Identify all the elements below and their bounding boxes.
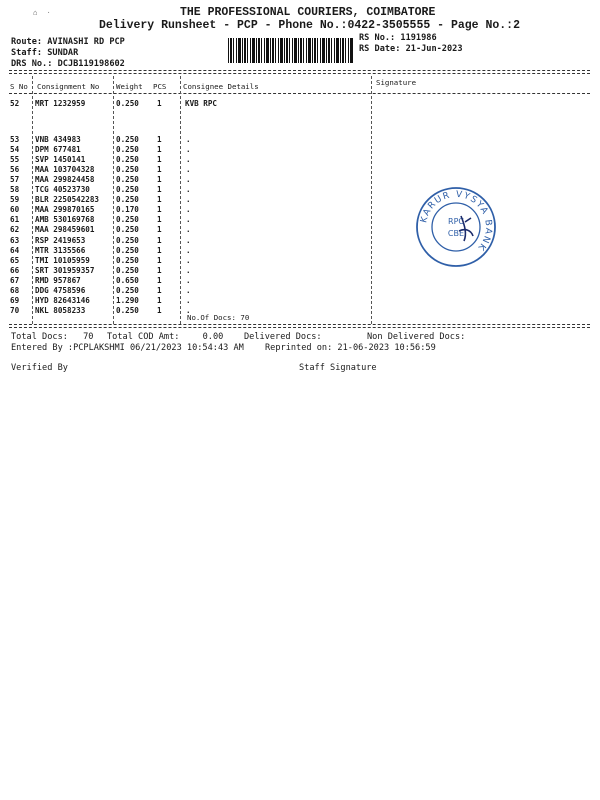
cell-consignee: . bbox=[186, 195, 191, 205]
table-row bbox=[0, 246, 600, 256]
header-bottom-rule bbox=[9, 93, 590, 94]
cell-weight: 0.250 bbox=[116, 285, 139, 295]
route-line bbox=[11, 37, 125, 47]
cell-pcs: 1 bbox=[157, 165, 162, 175]
col-header-signature: Signature bbox=[376, 78, 417, 87]
verified-by: Verified By bbox=[11, 363, 68, 373]
cell-pcs: 1 bbox=[157, 245, 162, 255]
table-row bbox=[0, 306, 600, 316]
cell-pcs: 1 bbox=[157, 175, 162, 185]
staff-label: Staff: bbox=[11, 48, 43, 58]
rs-date-line bbox=[359, 44, 463, 54]
cell-pcs: 1 bbox=[157, 135, 162, 144]
cell-consignee: . bbox=[186, 295, 191, 305]
table-row bbox=[0, 155, 600, 165]
table-row bbox=[0, 276, 600, 286]
staff-line bbox=[11, 48, 78, 58]
company-title: THE PROFESSIONAL COURIERS, COIMBATORE bbox=[180, 6, 436, 19]
col-header-consignment: Consignment No bbox=[37, 82, 100, 91]
route-label: Route: bbox=[11, 37, 43, 47]
cell-consignment: RMD 957867 bbox=[35, 275, 81, 285]
cell-sno: 60 bbox=[10, 205, 20, 215]
cell-sno: 55 bbox=[10, 155, 20, 165]
cell-sno: 64 bbox=[10, 245, 20, 255]
rs-date-value: 21-Jun-2023 bbox=[405, 44, 463, 54]
total-cod-value: 0.00 bbox=[202, 332, 224, 342]
drs-label: DRS No.: bbox=[11, 59, 53, 69]
cell-consignment: MAA 298459601 bbox=[35, 225, 95, 235]
cell-sno: 57 bbox=[10, 175, 20, 185]
col-header-weight: Weight bbox=[116, 82, 143, 91]
cell-consignee: . bbox=[186, 265, 191, 275]
drs-line bbox=[11, 59, 125, 69]
table-row bbox=[0, 165, 600, 175]
rs-date-label: RS Date: bbox=[359, 44, 401, 54]
cell-sno: 69 bbox=[10, 295, 20, 305]
cell-weight: 0.250 bbox=[116, 215, 139, 225]
cell-weight: 0.250 bbox=[116, 99, 139, 108]
total-docs bbox=[11, 332, 93, 342]
cell-consignee: . bbox=[186, 245, 191, 255]
cell-consignment: SVP 1450141 bbox=[35, 155, 86, 165]
cell-weight: 0.250 bbox=[116, 145, 139, 155]
stamp-ring-text: KARUR VYSYA BANK bbox=[419, 189, 494, 253]
table-row bbox=[0, 215, 600, 225]
route-value: AVINASHI RD PCP bbox=[47, 37, 125, 47]
cell-consignment: HYD 82643146 bbox=[35, 295, 90, 305]
table-row bbox=[0, 286, 600, 296]
cell-weight: 0.250 bbox=[116, 305, 139, 315]
table-row bbox=[0, 225, 600, 235]
cell-pcs: 1 bbox=[157, 185, 162, 195]
cell-consignee: . bbox=[186, 235, 191, 245]
cell-sno: 70 bbox=[10, 305, 20, 315]
cell-consignee: . bbox=[186, 155, 191, 165]
cell-sno: 62 bbox=[10, 225, 20, 235]
drs-value: DCJB119198602 bbox=[57, 59, 125, 69]
cell-weight: 0.250 bbox=[116, 155, 139, 165]
table-row bbox=[0, 205, 600, 215]
entered-by: Entered By :PCPLAKSHMI 06/21/2023 10:54:43 AM bbox=[11, 343, 244, 353]
cell-pcs: 1 bbox=[157, 145, 162, 155]
table-top-rule bbox=[9, 70, 590, 71]
cell-consignment: MTR 3135566 bbox=[35, 245, 86, 255]
cell-consignment: SRT 301959357 bbox=[35, 265, 95, 275]
cell-consignee: . bbox=[186, 255, 191, 265]
table-row bbox=[0, 175, 600, 185]
cell-pcs: 1 bbox=[157, 215, 162, 225]
cell-sno: 58 bbox=[10, 185, 20, 195]
table-row bbox=[0, 145, 600, 155]
cell-weight: 0.250 bbox=[116, 165, 139, 175]
cell-consignment: AMB 530169768 bbox=[35, 215, 95, 225]
col-header-sno: S No bbox=[10, 82, 28, 91]
cell-consignee: . bbox=[186, 215, 191, 225]
barcode bbox=[228, 38, 353, 63]
cell-consignee: . bbox=[186, 285, 191, 295]
cell-pcs: 1 bbox=[157, 295, 162, 305]
no-of-docs: No.Of Docs: 70 bbox=[187, 313, 250, 322]
staff-signature: Staff Signature bbox=[299, 363, 377, 373]
cell-pcs: 1 bbox=[157, 195, 162, 205]
rs-no-label: RS No.: bbox=[359, 33, 396, 43]
cell-consignee: . bbox=[186, 135, 191, 144]
cell-consignment: MAA 103704328 bbox=[35, 165, 95, 175]
cell-consignment: MAA 299824458 bbox=[35, 175, 95, 185]
delivered-docs: Delivered Docs: bbox=[244, 332, 322, 342]
cell-consignment: MRT 1232959 bbox=[35, 99, 86, 108]
stamp-inner-ring bbox=[432, 203, 480, 251]
col-header-pcs: PCS bbox=[153, 82, 167, 91]
cell-pcs: 1 bbox=[157, 255, 162, 265]
cell-weight: 1.290 bbox=[116, 295, 139, 305]
cell-pcs: 1 bbox=[157, 205, 162, 215]
cell-pcs: 1 bbox=[157, 225, 162, 235]
cell-consignment: TMI 10105959 bbox=[35, 255, 90, 265]
cell-weight: 0.250 bbox=[116, 235, 139, 245]
cell-weight: 0.250 bbox=[116, 255, 139, 265]
cell-consignment: TCG 40523730 bbox=[35, 185, 90, 195]
cell-weight: 0.250 bbox=[116, 265, 139, 275]
table-row bbox=[0, 99, 600, 109]
cell-consignment: DPM 677481 bbox=[35, 145, 81, 155]
stamp-center-bottom: CBE bbox=[447, 229, 465, 238]
cell-sno: 52 bbox=[10, 99, 20, 108]
table-row bbox=[0, 135, 600, 145]
cell-weight: 0.250 bbox=[116, 245, 139, 255]
cell-consignee: . bbox=[186, 175, 191, 185]
bank-stamp bbox=[415, 186, 497, 268]
corner-mark: ⌂ · bbox=[33, 8, 51, 17]
reprinted-on: Reprinted on: 21-06-2023 10:56:59 bbox=[265, 343, 436, 353]
cell-consignee: . bbox=[186, 145, 191, 155]
cell-consignment: DDG 4758596 bbox=[35, 285, 86, 295]
cell-pcs: 1 bbox=[157, 155, 162, 165]
table-row bbox=[0, 185, 600, 195]
footer-top-rule-2 bbox=[9, 327, 590, 328]
cell-sno: 59 bbox=[10, 195, 20, 205]
cell-weight: 0.250 bbox=[116, 225, 139, 235]
cell-sno: 67 bbox=[10, 275, 20, 285]
cell-consignee: . bbox=[186, 165, 191, 175]
cell-weight: 0.170 bbox=[116, 205, 139, 215]
table-row bbox=[0, 266, 600, 276]
cell-weight: 0.250 bbox=[116, 195, 139, 205]
cell-pcs: 1 bbox=[157, 235, 162, 245]
table-row bbox=[0, 195, 600, 205]
cell-consignee: . bbox=[186, 205, 191, 215]
cell-pcs: 1 bbox=[157, 305, 162, 315]
cell-consignee: . bbox=[186, 275, 191, 285]
table-row bbox=[0, 256, 600, 266]
cell-consignee: . bbox=[186, 305, 191, 315]
rs-no-value: 1191986 bbox=[400, 33, 437, 43]
total-docs-label: Total Docs: bbox=[11, 332, 68, 342]
cell-sno: 66 bbox=[10, 265, 20, 275]
cell-consignment: RSP 2419653 bbox=[35, 235, 86, 245]
total-cod-label: Total COD Amt: bbox=[107, 332, 180, 342]
stamp-center-top: RPC bbox=[448, 217, 464, 226]
cell-sno: 65 bbox=[10, 255, 20, 265]
rs-no-line bbox=[359, 33, 437, 43]
cell-pcs: 1 bbox=[157, 99, 162, 108]
cell-weight: 0.250 bbox=[116, 175, 139, 185]
cell-sno: 61 bbox=[10, 215, 20, 225]
total-docs-value: 70 bbox=[83, 332, 94, 342]
cell-weight: 0.650 bbox=[116, 275, 139, 285]
cell-consignment: NKL 8058233 bbox=[35, 305, 86, 315]
runsheet-title: Delivery Runsheet - PCP - Phone No.:0422-3505555 - Page No.:2 bbox=[99, 19, 520, 32]
cell-sno: 63 bbox=[10, 235, 20, 245]
cell-sno: 56 bbox=[10, 165, 20, 175]
table-top-rule-2 bbox=[9, 73, 590, 74]
staff-value: SUNDAR bbox=[47, 48, 79, 58]
cell-consignee: . bbox=[186, 225, 191, 235]
cell-pcs: 1 bbox=[157, 285, 162, 295]
footer-top-rule bbox=[9, 324, 590, 325]
cell-consignment: MAA 299870165 bbox=[35, 205, 95, 215]
cell-sno: 54 bbox=[10, 145, 20, 155]
cell-consignment: VNB 434983 bbox=[35, 135, 81, 144]
table-row bbox=[0, 236, 600, 246]
table-row bbox=[0, 296, 600, 306]
cell-consignment: BLR 2250542283 bbox=[35, 195, 100, 205]
cell-pcs: 1 bbox=[157, 265, 162, 275]
total-cod bbox=[107, 332, 223, 342]
cell-weight: 0.250 bbox=[116, 185, 139, 195]
col-header-consignee: Consignee Details bbox=[183, 82, 259, 91]
non-delivered-docs: Non Delivered Docs: bbox=[367, 332, 466, 342]
cell-sno: 53 bbox=[10, 135, 20, 144]
cell-consignee: KVB RPC bbox=[185, 99, 218, 108]
cell-pcs: 1 bbox=[157, 275, 162, 285]
cell-consignee: . bbox=[186, 185, 191, 195]
cell-sno: 68 bbox=[10, 285, 20, 295]
cell-weight: 0.250 bbox=[116, 135, 139, 144]
